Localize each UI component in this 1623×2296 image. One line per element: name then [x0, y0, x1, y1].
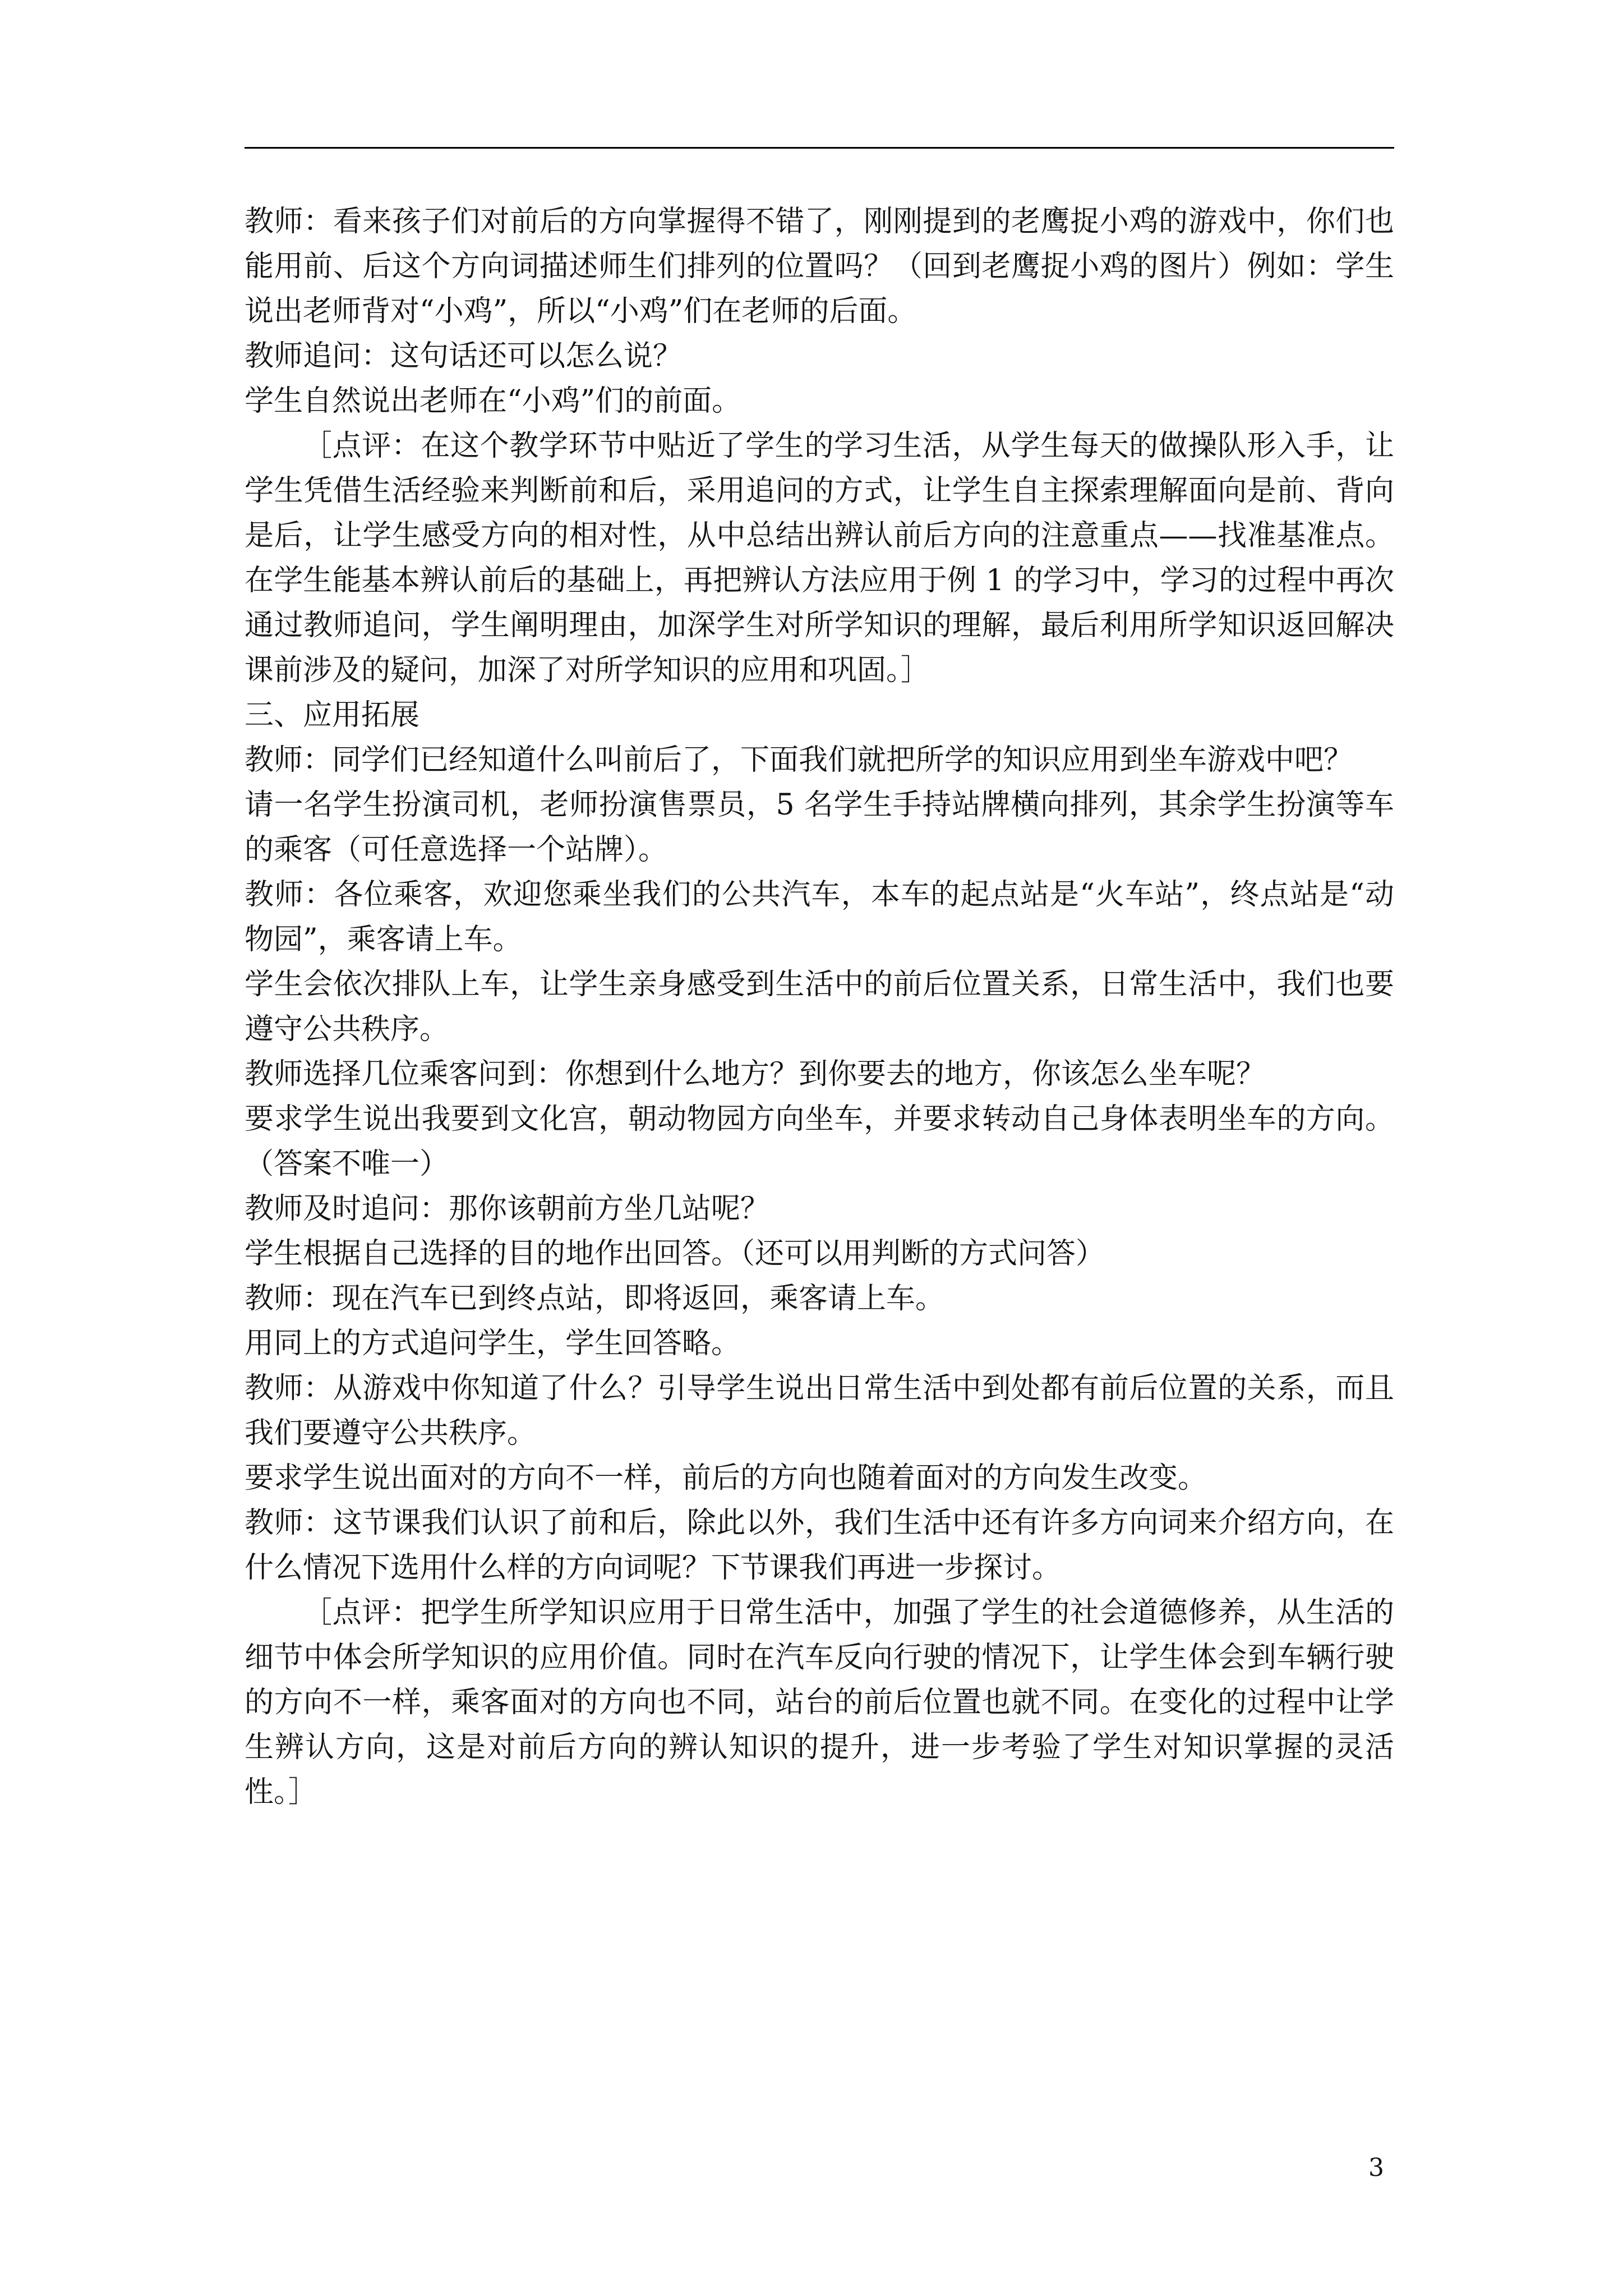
paragraph: 教师选择几位乘客问到：你想到什么地方？到你要去的地方，你该怎么坐车呢？	[245, 1057, 1266, 1091]
paragraph: 教师追问：这句话还可以怎么说？	[245, 339, 683, 373]
header-rule	[245, 147, 1394, 149]
paragraph: 请一名学生扮演司机，老师扮演售票员，5 名学生手持站牌横向排列，其余学生扮演等车的乘客（可任意选择一个站牌）。	[245, 788, 1394, 867]
commentary-paragraph: ［点评：在这个教学环节中贴近了学生的学习生活，从学生每天的做操队形入手，让学生凭借生活经验来判断前和后，采用追问的方式，让学生自主探索理解面向是前、背向是后，让学生感受方向的相对性，从中总结出辨认前后方向的注意重点——找准基准点。在学生能基本辨认前后的基础上，再把辨认方法应用于例 1 的学习中，学习的过程中再次通过教师追问，学生阐明理由，加深学生对所学知识的理解，最后利用所学知识返回解决课前涉及的疑问，加深了对所学知识的应用和巩固。］	[245, 429, 1394, 687]
paragraph: 教师：这节课我们认识了前和后，除此以外，我们生活中还有许多方向词来介绍方向，在什么情况下选用什么样的方向词呢？下节课我们再进一步探讨。	[245, 1506, 1394, 1585]
paragraph: 学生会依次排队上车，让学生亲身感受到生活中的前后位置关系，日常生活中，我们也要遵守公共秩序。	[245, 968, 1394, 1046]
paragraph: 教师：看来孩子们对前后的方向掌握得不错了，刚刚提到的老鹰捉小鸡的游戏中，你们也能用前、后这个方向词描述师生们排列的位置吗？（回到老鹰捉小鸡的图片）例如：学生说出老师背对“小鸡”，所以“小鸡”们在老师的后面。	[245, 205, 1394, 328]
page-number: 3	[1368, 2154, 1384, 2182]
paragraph: 教师：现在汽车已到终点站，即将返回，乘客请上车。	[245, 1282, 945, 1315]
paragraph: 教师及时追问：那你该朝前方坐几站呢？	[245, 1192, 770, 1226]
paragraph: 学生自然说出老师在“小鸡”们的前面。	[245, 384, 741, 418]
paragraph: 教师：各位乘客，欢迎您乘坐我们的公共汽车，本车的起点站是“火车站”，终点站是“动物园”，乘客请上车。	[245, 878, 1394, 956]
paragraph: 教师：同学们已经知道什么叫前后了，下面我们就把所学的知识应用到坐车游戏中吧？	[245, 743, 1353, 777]
commentary-paragraph: ［点评：把学生所学知识应用于日常生活中，加强了学生的社会道德修养，从生活的细节中体会所学知识的应用价值。同时在汽车反向行驶的情况下，让学生体会到车辆行驶的方向不一样，乘客面对的方向也不同，站台的前后位置也就不同。在变化的过程中让学生辨认方向，这是对前后方向的辨认知识的提升，进一步考验了学生对知识掌握的灵活性。］	[245, 1596, 1394, 1809]
section-heading: 三、应用拓展	[245, 698, 420, 732]
document-body	[245, 199, 1394, 1815]
paragraph: 用同上的方式追问学生，学生回答略。	[245, 1327, 741, 1360]
paragraph: 要求学生说出面对的方向不一样，前后的方向也随着面对的方向发生改变。	[245, 1461, 1207, 1495]
paragraph: 教师：从游戏中你知道了什么？引导学生说出日常生活中到处都有前后位置的关系，而且我们要遵守公共秩序。	[245, 1372, 1394, 1450]
paragraph: 要求学生说出我要到文化宫，朝动物园方向坐车，并要求转动自己身体表明坐车的方向。（答案不唯一）	[245, 1102, 1394, 1181]
paragraph: 学生根据自己选择的目的地作出回答。（还可以用判断的方式问答）	[245, 1237, 1105, 1271]
